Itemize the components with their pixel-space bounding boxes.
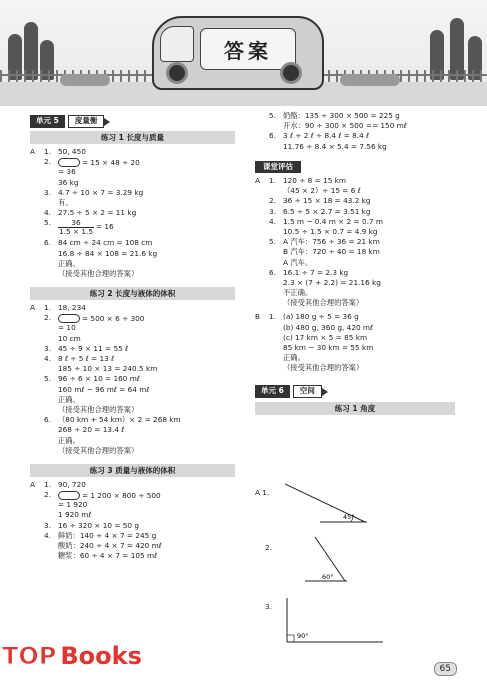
- section-letter: B: [255, 312, 261, 322]
- answer-text: 16 ÷ 320 × 10 = 50 g: [58, 520, 139, 530]
- angle-question-2: [265, 535, 334, 581]
- unit-heading: [255, 385, 455, 399]
- exercise-title: 练习 2 长度与液体的体积: [30, 287, 235, 300]
- answer-blank: [58, 491, 80, 500]
- unit-name: 度量衡: [68, 115, 105, 128]
- section-letter: A: [30, 303, 35, 313]
- answer-line: [30, 552, 235, 562]
- question-number: 1.: [269, 312, 276, 322]
- question-number: 3.: [44, 520, 51, 530]
- answer-line: [255, 143, 455, 153]
- question-number: 5.: [269, 237, 276, 247]
- assessment-b-answers: [255, 313, 455, 374]
- answer-text: （45 × 2）÷ 15 = 6 ℓ: [283, 186, 361, 196]
- answer-text: 160 mℓ − 96 mℓ = 64 mℓ: [58, 384, 150, 394]
- answer-text: 45 ÷ 9 × 11 = 55 ℓ: [58, 343, 129, 353]
- fraction: [58, 219, 94, 235]
- section-letter: A: [255, 176, 260, 185]
- answer-text: = 36: [58, 167, 76, 177]
- question-label: A 1.: [255, 488, 270, 497]
- answer-text: 16.8 ÷ 84 × 108 = 21.6 kg: [58, 248, 158, 258]
- question-number: 5.: [44, 218, 51, 228]
- answer-text: (b) 480 g, 360 g, 420 mℓ: [283, 322, 374, 332]
- answer-line: [30, 209, 235, 219]
- question-number: 3.: [44, 343, 51, 353]
- answer-text: 正确。: [58, 435, 80, 445]
- exercise-title: 练习 1 角度: [255, 402, 455, 415]
- question-number: 6.: [44, 415, 51, 425]
- answer-text: 185 ÷ 10 × 13 = 240.5 km: [58, 364, 158, 374]
- unit-heading: [30, 114, 235, 128]
- question-number: 4.: [44, 354, 51, 363]
- answer-text: 10.5 ÷ 1.5 × 0.7 = 4.9 kg: [283, 226, 378, 236]
- answer-line: [30, 239, 235, 249]
- answer-text: 鲜奶：140 ÷ 4 × 7 = 245 g: [58, 530, 157, 540]
- answer-text: 8 ℓ ÷ 5 ℓ = 13 ℓ: [58, 354, 115, 363]
- answer-text: B 汽车：720 ÷ 40 = 18 km: [283, 247, 380, 257]
- angle-label: 90°: [297, 632, 309, 640]
- question-number: 5.: [44, 374, 51, 384]
- answer-text: 1 920 mℓ: [58, 510, 92, 520]
- bush-decoration: [60, 74, 110, 86]
- topbooks-logo: [2, 636, 142, 676]
- answer-line: [30, 219, 235, 239]
- answer-text: 有。: [58, 197, 73, 207]
- right-column: [255, 112, 455, 419]
- answer-blank: [58, 314, 80, 323]
- answer-line: [30, 304, 235, 314]
- answer-expression: = 16: [95, 222, 114, 232]
- question-number: 5.: [269, 111, 276, 120]
- question-number: 6.: [269, 131, 276, 141]
- question-number: 6.: [269, 267, 276, 277]
- angle-label: 45°: [343, 513, 355, 521]
- question-number: 1.: [269, 176, 276, 185]
- answer-text: （接受其他合理的答案）: [283, 298, 364, 308]
- answer-text: 奶酪：135 ÷ 300 × 500 = 225 g: [283, 111, 400, 120]
- answer-text: （80 km + 54 km）× 2 = 268 km: [58, 415, 181, 425]
- answer-text: （接受其他合理的答案）: [58, 268, 139, 278]
- question-number: 1.: [44, 479, 51, 489]
- answer-text: = 1 920: [58, 500, 88, 510]
- wheel-icon: [280, 62, 302, 84]
- question-number: 4.: [44, 530, 51, 540]
- question-label: 3.: [265, 602, 272, 611]
- question-number: 4.: [44, 208, 51, 218]
- section-letter: A: [30, 147, 35, 156]
- question-number: 6.: [44, 238, 51, 248]
- answer-text: 84 cm ÷ 24 cm = 108 cm: [58, 238, 153, 248]
- exercise-1-answers: [30, 148, 235, 280]
- answer-text: 18, 234: [58, 303, 86, 313]
- question-label: 2.: [265, 543, 272, 552]
- answer-text: （接受其他合理的答案）: [58, 445, 139, 455]
- question-number: 2.: [44, 313, 51, 323]
- question-number: 1.: [44, 303, 51, 313]
- assessment-heading: 课堂评估: [255, 161, 301, 173]
- answer-text: 正确。: [283, 353, 305, 363]
- answer-text: 268 ÷ 20 = 13.4 ℓ: [58, 425, 125, 435]
- answer-text: 1.5 m − 0.4 m × 2 = 0.7 m: [283, 216, 383, 226]
- answer-text: 2.3 × (7 + 2.2) = 21.16 kg: [283, 277, 381, 287]
- answer-text: 50, 450: [58, 147, 86, 156]
- unit-badge: 单元 5: [30, 115, 65, 128]
- exercise-3-continued: [255, 112, 455, 153]
- answer-text: 16.1 ÷ 7 = 2.3 kg: [283, 267, 349, 277]
- bus-window: [160, 26, 194, 62]
- question-number: 4.: [269, 216, 276, 226]
- answer-text: 10 cm: [58, 333, 81, 343]
- answer-text: 糖浆：60 ÷ 4 × 7 = 105 mℓ: [58, 551, 158, 561]
- exercise-2-answers: [30, 304, 235, 457]
- answer-text: （接受其他合理的答案）: [283, 363, 364, 373]
- question-number: 1.: [44, 147, 51, 156]
- answer-text: 36 ÷ 15 × 18 = 43.2 kg: [283, 196, 371, 206]
- answer-line: [255, 364, 455, 374]
- answer-expression: = 1 200 × 800 ÷ 500: [82, 490, 161, 500]
- answer-text: (c) 17 km × 5 = 85 km: [283, 332, 368, 342]
- left-column: [30, 112, 235, 562]
- answer-text: 6.5 ÷ 5 × 2.7 = 3.51 kg: [283, 206, 371, 216]
- answer-text: [58, 158, 140, 167]
- answer-text: A 汽车：756 ÷ 36 = 21 km: [283, 237, 380, 247]
- exercise-title: 练习 3 质量与液体的体积: [30, 464, 235, 477]
- assessment-a-answers: [255, 177, 455, 309]
- answer-text: 120 ÷ 8 = 15 km: [283, 176, 347, 185]
- question-number: 3.: [269, 206, 276, 216]
- unit-badge: 单元 6: [255, 385, 290, 398]
- answer-line: [30, 481, 235, 491]
- answer-text: 36 kg: [58, 177, 79, 187]
- answer-text: 11.76 ÷ 8.4 × 5.4 = 7.56 kg: [283, 141, 387, 151]
- answer-line: [30, 270, 235, 280]
- angle-question-3: [265, 594, 309, 640]
- answer-text: (a) 180 g ÷ 5 = 36 g: [283, 312, 359, 322]
- answer-text: 正确。: [58, 394, 80, 404]
- angle-90-drawing: [283, 594, 403, 646]
- wheel-icon: [166, 62, 188, 84]
- question-number: 2.: [44, 157, 51, 167]
- angle-label: 60°: [322, 573, 334, 581]
- fraction-numerator: 36: [58, 219, 94, 227]
- answer-text: （接受其他合理的答案）: [58, 404, 139, 414]
- logo-books: Books: [60, 642, 142, 670]
- answer-blank: [58, 158, 80, 167]
- answer-text: [58, 491, 161, 500]
- answer-text: 85 km − 30 km = 55 km: [283, 343, 374, 352]
- answer-text: = 10: [58, 323, 76, 333]
- angle-60-drawing: [285, 535, 385, 587]
- answer-expression: = 15 × 48 ÷ 20: [82, 157, 140, 167]
- angle-question-1: [255, 480, 355, 521]
- question-number: 2.: [269, 196, 276, 206]
- unit-name: 空间: [293, 385, 322, 398]
- answer-text: [58, 219, 114, 235]
- answer-line: [255, 299, 455, 309]
- answer-text: 正确。: [58, 258, 80, 268]
- exercise-3-answers: [30, 481, 235, 563]
- section-letter: A: [30, 479, 35, 489]
- question-number: 2.: [44, 490, 51, 500]
- answer-text: 酸奶：240 ÷ 4 × 7 = 420 mℓ: [58, 541, 162, 550]
- answer-text: 27.5 ÷ 5 × 2 = 11 kg: [58, 208, 137, 218]
- answer-text: 90, 720: [58, 479, 86, 489]
- page-title: 答案: [200, 28, 296, 70]
- answer-expression: = 500 × 6 ÷ 300: [82, 313, 145, 323]
- answer-text: [58, 314, 144, 323]
- bush-decoration: [340, 74, 400, 86]
- answer-text: 不正确。: [283, 288, 313, 298]
- exercise-title: 练习 1 长度与质量: [30, 131, 235, 144]
- answer-text: 96 ÷ 6 × 10 = 160 mℓ: [58, 374, 140, 384]
- logo-top: TOP: [2, 642, 57, 670]
- answer-text: A 汽车。: [283, 257, 313, 267]
- angle-45-drawing: [285, 480, 405, 530]
- fraction-denominator: 1.5 × 1.5: [59, 226, 93, 236]
- page-number: 65: [434, 662, 457, 676]
- answer-text: 4.7 ÷ 10 × 7 = 3.29 kg: [58, 187, 144, 197]
- answer-text: 3 ℓ ÷ 2 ℓ ÷ 8.4 ℓ = 8.4 ℓ: [283, 131, 370, 141]
- answer-line: [255, 248, 455, 258]
- answer-text: 开水：90 ÷ 300 × 500 == 150 mℓ: [283, 121, 407, 131]
- answer-line: [30, 426, 235, 436]
- answer-line: [30, 447, 235, 457]
- question-number: 3.: [44, 187, 51, 197]
- answer-line: [30, 148, 235, 158]
- header-banner: [0, 0, 487, 106]
